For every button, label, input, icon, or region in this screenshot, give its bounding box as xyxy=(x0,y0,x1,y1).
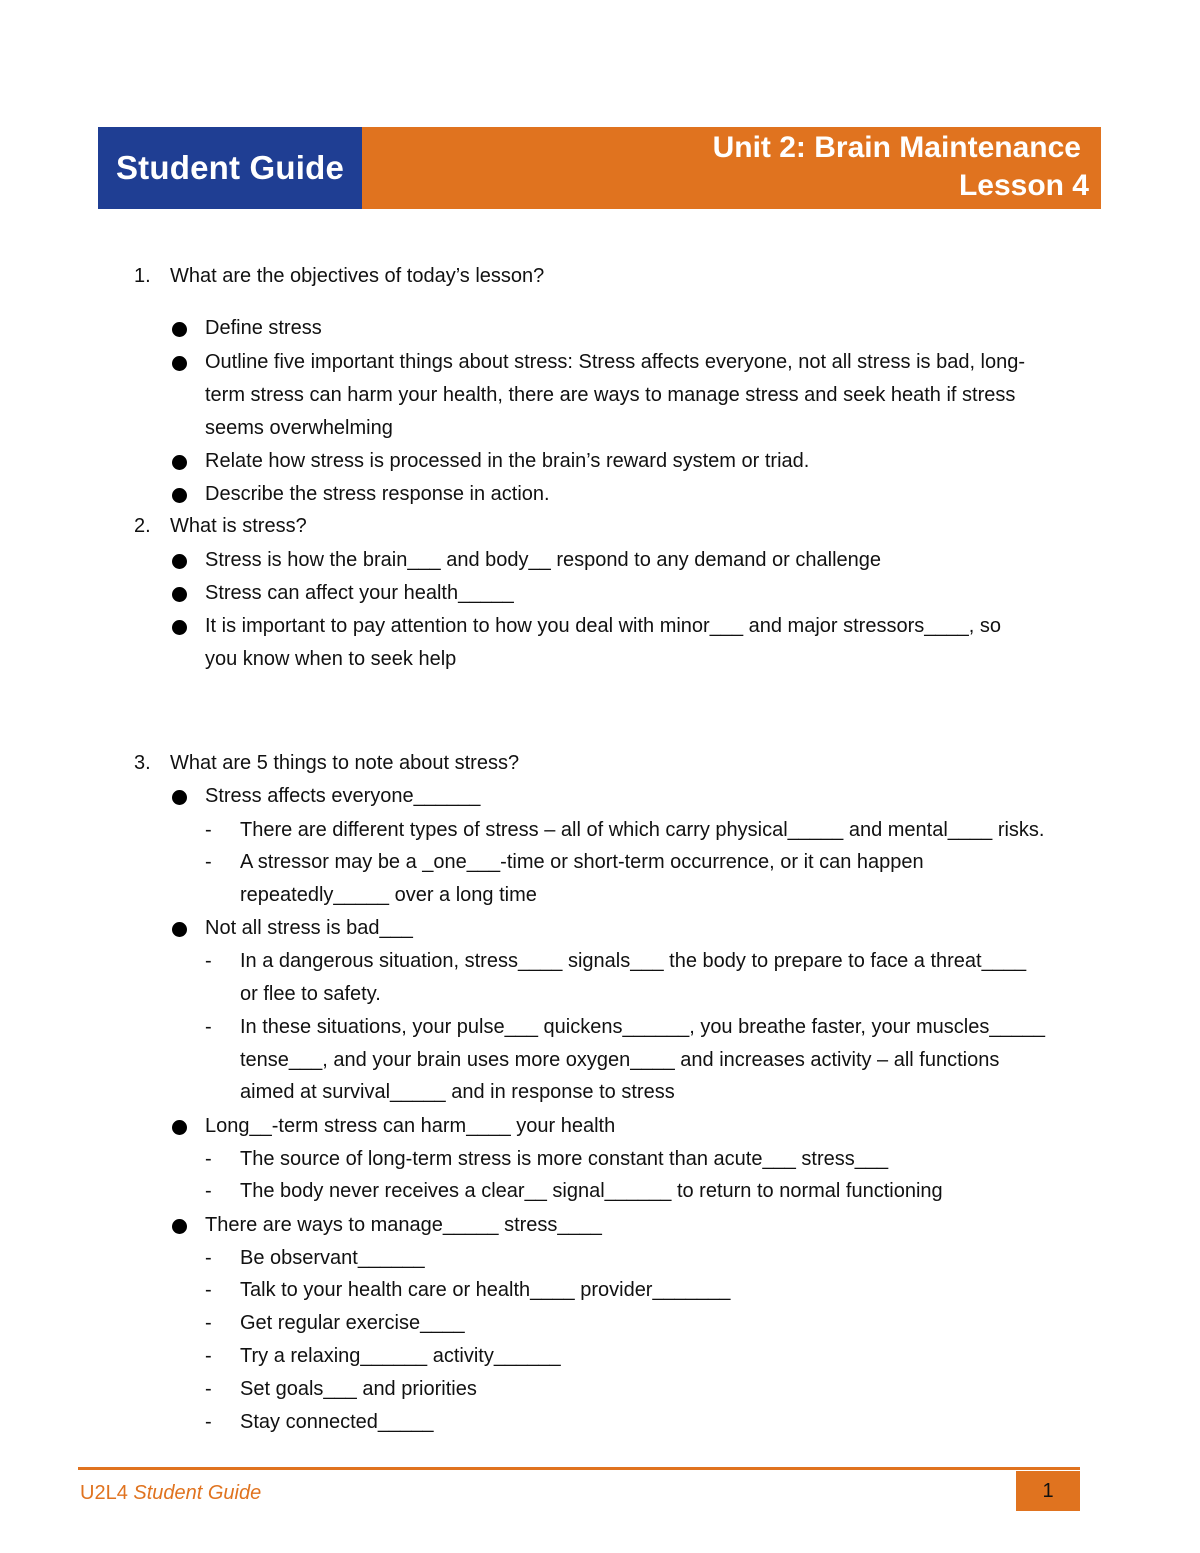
list-item: Stress is how the brain___ and body__ respond to any demand or challenge xyxy=(205,549,882,571)
dash-icon: - xyxy=(205,1312,212,1334)
bullet-icon xyxy=(172,620,187,635)
question-text: What are the objectives of today’s lesson? xyxy=(170,265,545,287)
dash-icon: - xyxy=(205,1148,212,1170)
sub-item: The body never receives a clear__ signal______ to return to normal functioning xyxy=(240,1180,943,1202)
sub-item: Be observant______ xyxy=(240,1247,425,1269)
bullet-icon xyxy=(172,1120,187,1135)
dash-icon: - xyxy=(205,1378,212,1400)
student-guide-block xyxy=(98,127,362,209)
sub-item-continued: or flee to safety. xyxy=(240,983,381,1005)
page-number-text: 1 xyxy=(1042,1479,1054,1502)
sub-item: In these situations, your pulse___ quickens______, you breathe faster, your muscles_____ xyxy=(240,1016,1045,1038)
bullet-icon xyxy=(172,790,187,805)
bullet-icon xyxy=(172,1219,187,1234)
footer-code: U2L4 xyxy=(80,1482,128,1504)
list-item: Relate how stress is processed in the brain’s reward system or triad. xyxy=(205,450,810,472)
sub-item: Talk to your health care or health____ provider_______ xyxy=(240,1279,731,1301)
list-item: Stress can affect your health_____ xyxy=(205,582,514,604)
list-item: Stress affects everyone______ xyxy=(205,785,481,807)
list-item: Describe the stress response in action. xyxy=(205,483,550,505)
dash-icon: - xyxy=(205,1016,212,1038)
question-text: What is stress? xyxy=(170,515,307,537)
list-item: Outline five important things about stress: Stress affects everyone, not all stress is bad, long- xyxy=(205,351,1026,373)
bullet-icon xyxy=(172,322,187,337)
dash-icon: - xyxy=(205,1345,212,1367)
sub-item-continued: aimed at survival_____ and in response to stress xyxy=(240,1081,675,1103)
header-banner xyxy=(98,127,1101,209)
dash-icon: - xyxy=(205,1411,212,1433)
sub-item: Stay connected_____ xyxy=(240,1411,434,1433)
student-guide-title: Student Guide xyxy=(115,149,345,186)
dash-icon: - xyxy=(205,1247,212,1269)
bullet-icon xyxy=(172,488,187,503)
list-item: There are ways to manage_____ stress____ xyxy=(205,1214,602,1236)
list-item: Define stress xyxy=(205,317,322,339)
bullet-icon xyxy=(172,587,187,602)
list-item-continued: you know when to seek help xyxy=(205,648,457,670)
unit-title: Unit 2: Brain Maintenance xyxy=(712,131,1081,164)
bullet-icon xyxy=(172,922,187,937)
bullet-icon xyxy=(172,455,187,470)
lesson-title: Lesson 4 xyxy=(958,169,1089,202)
question-number: 3. xyxy=(134,752,151,774)
list-item: It is important to pay attention to how you deal with minor___ and major stressors____, so xyxy=(205,615,1001,637)
sub-item: The source of long-term stress is more constant than acute___ stress___ xyxy=(240,1148,889,1170)
sub-item: Set goals___ and priorities xyxy=(240,1378,477,1400)
page-number xyxy=(1016,1471,1080,1511)
sub-item: There are different types of stress – all of which carry physical_____ and mental____ risks. xyxy=(240,819,1045,841)
bullet-icon xyxy=(172,356,187,371)
list-item-continued: seems overwhelming xyxy=(205,417,393,439)
sub-item: Get regular exercise____ xyxy=(240,1312,465,1334)
question-number: 1. xyxy=(134,265,151,287)
list-item-continued: term stress can harm your health, there are ways to manage stress and seek heath if stress xyxy=(205,384,1016,406)
list-item: Long__-term stress can harm____ your health xyxy=(205,1115,616,1137)
sub-item: Try a relaxing______ activity______ xyxy=(240,1345,561,1367)
dash-icon: - xyxy=(205,950,212,972)
question-text: What are 5 things to note about stress? xyxy=(170,752,520,774)
dash-icon: - xyxy=(205,1180,212,1202)
question-number: 2. xyxy=(134,515,151,537)
sub-item-continued: tense___, and your brain uses more oxygen____ and increases activity – all functions xyxy=(240,1049,1000,1071)
sub-item-continued: repeatedly_____ over a long time xyxy=(240,884,537,906)
list-item: Not all stress is bad___ xyxy=(205,917,413,939)
dash-icon: - xyxy=(205,1279,212,1301)
dash-icon: - xyxy=(205,819,212,841)
dash-icon: - xyxy=(205,851,212,873)
footer-label xyxy=(80,1482,261,1505)
footer-divider xyxy=(78,1467,1080,1470)
footer-guide: Student Guide xyxy=(133,1482,262,1504)
unit-lesson-block xyxy=(362,127,1101,209)
sub-item: A stressor may be a _one___-time or short-term occurrence, or it can happen xyxy=(240,851,924,873)
bullet-icon xyxy=(172,554,187,569)
sub-item: In a dangerous situation, stress____ signals___ the body to prepare to face a threat____ xyxy=(240,950,1027,972)
